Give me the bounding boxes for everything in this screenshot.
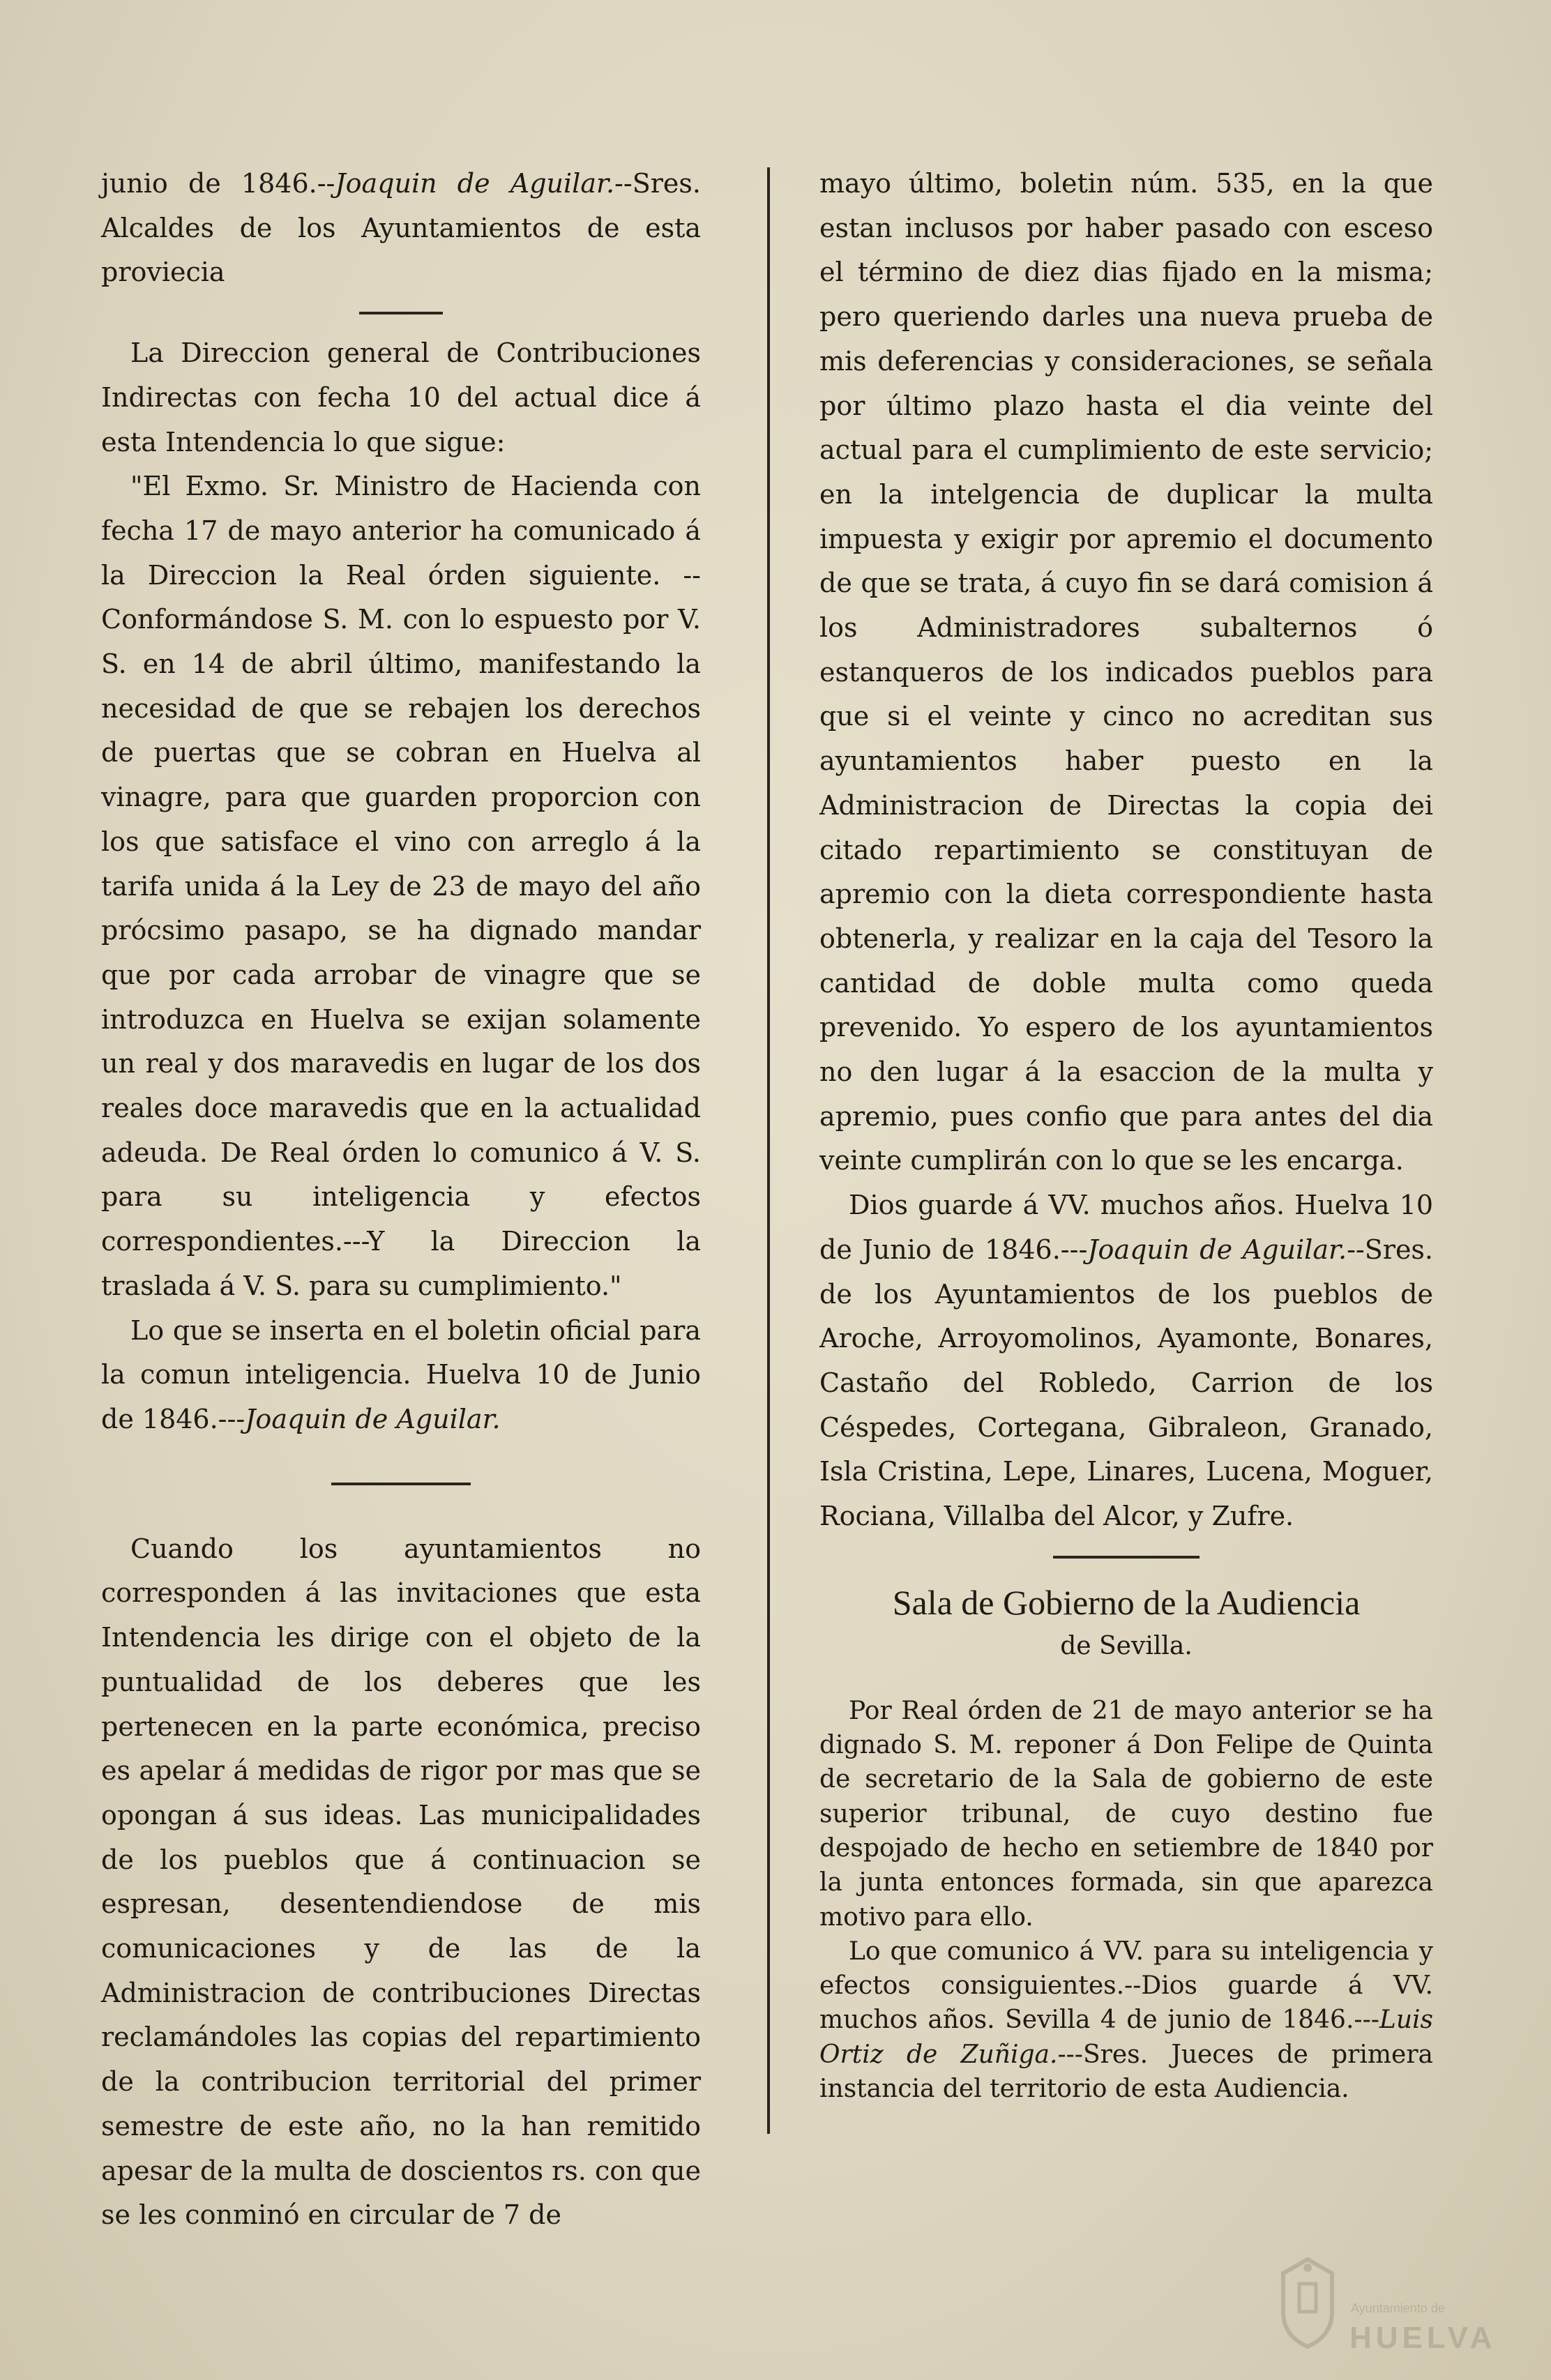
separator-rule — [1053, 1556, 1200, 1559]
text-run: junio de 1846.-- — [101, 168, 335, 199]
column-divider — [767, 167, 770, 2134]
paragraph: Por Real órden de 21 de mayo anterior se ha dignado S. M. reponer á Don Felipe de Quinta de secretario de la Sala de gobierno de este superior tribunal, de cuyo destino fue despojado de hecho en setiembre de 1840 por la junta entonces formada, sin que aparezca motivo para ello. — [819, 1696, 1433, 1932]
paragraph: "El Exmo. Sr. Ministro de Hacienda con fecha 17 de mayo anterior ha comunicado á la Direccion la Real órden siguiente. --Conformándose S. M. con lo espuesto por V. S. en 14 de abril último, manifestando la necesidad de que se rebajen los derechos de puertas que se cobran en Huelva al vinagre, para que guarden proporcion con los que satisface el vino con arreglo á la tarifa unida á la Ley de 23 de mayo del año prócsimo pasapo, se ha dignado mandar que por cada arrobar de vinagre que se introduzca en Huelva se exijan solamente un real y dos maravedis en lugar de los dos reales doce maravedis que en la actualidad adeuda. De Real órden lo comunico á V. S. para su inteligencia y efectos correspondientes.---Y la Direccion la traslada á V. S. para su cumplimiento." — [101, 471, 701, 1301]
author-signature: Joaquin de Aguilar. — [1087, 1234, 1347, 1265]
text-run: Lo que comunico á VV. para su inteligencia y efectos consiguientes.--Dios guarde á VV. muchos años. Sevilla 4 de junio de 1846.--- — [819, 1936, 1433, 2035]
text-run: --Sres. de los Ayuntamientos de los pueblos de Aroche, Arroyomolinos, Ayamonte, Bonares, Castaño del Robledo, Carrion de los Céspedes, Cortegana, Gibraleon, Granado, Isla Cristina, Lepe, Linares, Lucena, Moguer, Rociana, Villalba del Alcor, y Zufre. — [819, 1234, 1434, 1532]
text-run: Dios guarde á VV. muchos años. Huelva 10 de Junio de 1846.--- — [819, 1190, 1433, 1265]
huelva-watermark — [1273, 2252, 1496, 2357]
paragraph — [819, 1183, 1433, 1539]
text-run: --Sres. Alcaldes de los Ayuntamientos de esta proviecia — [101, 168, 701, 288]
author-signature: Joaquin de Aguilar. — [245, 1403, 501, 1434]
separator-rule — [359, 312, 443, 314]
section-subtitle: de Sevilla. — [1060, 1631, 1193, 1660]
paragraph — [101, 162, 701, 295]
coat-of-arms-icon — [1273, 2252, 1342, 2350]
section-title: Sala de Gobierno de la Audiencia — [892, 1582, 1361, 1622]
paragraph — [101, 1309, 701, 1442]
paragraph: mayo último, boletin núm. 535, en la que estan inclusos por haber pasado con esceso el término de diez dias fijado en la misma; pero queriendo darles una nueva prueba de mis deferencias y consideraciones, se señala por último plazo hasta el dia veinte del actual para el cumplimiento de este servicio; en la intelgencia de duplicar la multa impuesta y exigir por apremio el documento de que se trata, á cuyo fin se dará comision á los Administradores subalternos ó estanqueros de los indicados pueblos para que si el veinte y cinco no acreditan sus ayuntamientos haber puesto en la Administracion de Directas la copia dei citado repartimiento se constituyan de apremio con la dieta correspondiente hasta obtenerla, y realizar en la caja del Tesoro la cantidad de doble multa como queda prevenido. Yo espero de los ayuntamientos no den lugar á la esaccion de la multa y apremio, pues confio que para antes del dia veinte cumplirán con lo que se les encarga. — [819, 168, 1433, 1176]
author-signature: Luis Ortiz de Zuñiga. — [819, 2006, 1433, 2069]
paragraph — [819, 1934, 1433, 2106]
left-column — [101, 162, 701, 2238]
separator-rule — [331, 1483, 471, 1485]
text-run: Lo que se inserta en el boletin oficial para la comun inteligencia. Huelva 10 de Junio de 1846.--- — [101, 1314, 701, 1434]
watermark-small-text: Ayuntamiento de — [1351, 2301, 1445, 2315]
author-signature: Joaquin de Aguilar. — [335, 168, 615, 199]
small-text-block — [819, 1694, 1433, 2107]
watermark-text: HUELVA — [1349, 2321, 1497, 2355]
paragraph: Cuando los ayuntamientos no corresponden á las invitaciones que esta Intendencia les dirige con el objeto de la puntualidad de los deberes que les pertenecen en la parte económica, preciso es apelar á medidas de rigor por mas que se opongan á sus ideas. Las municipalidades de los pueblos que á continuacion se espresan, desentendiendose de mis comunicaciones y de las de la Administracion de contribuciones Directas reclamándoles las copias del repartimiento de la contribucion territorial del primer semestre de este año, no la han remitido apesar de la multa de doscientos rs. con que se les conminó en circular de 7 de — [101, 1533, 701, 2231]
paragraph: La Direccion general de Contribuciones Indirectas con fecha 10 del actual dice á esta Intendencia lo que sigue: — [101, 338, 701, 457]
right-column — [819, 162, 1433, 2106]
text-run: ---Sres. Jueces de primera instancia del territorio de esta Audiencia. — [819, 2040, 1433, 2104]
